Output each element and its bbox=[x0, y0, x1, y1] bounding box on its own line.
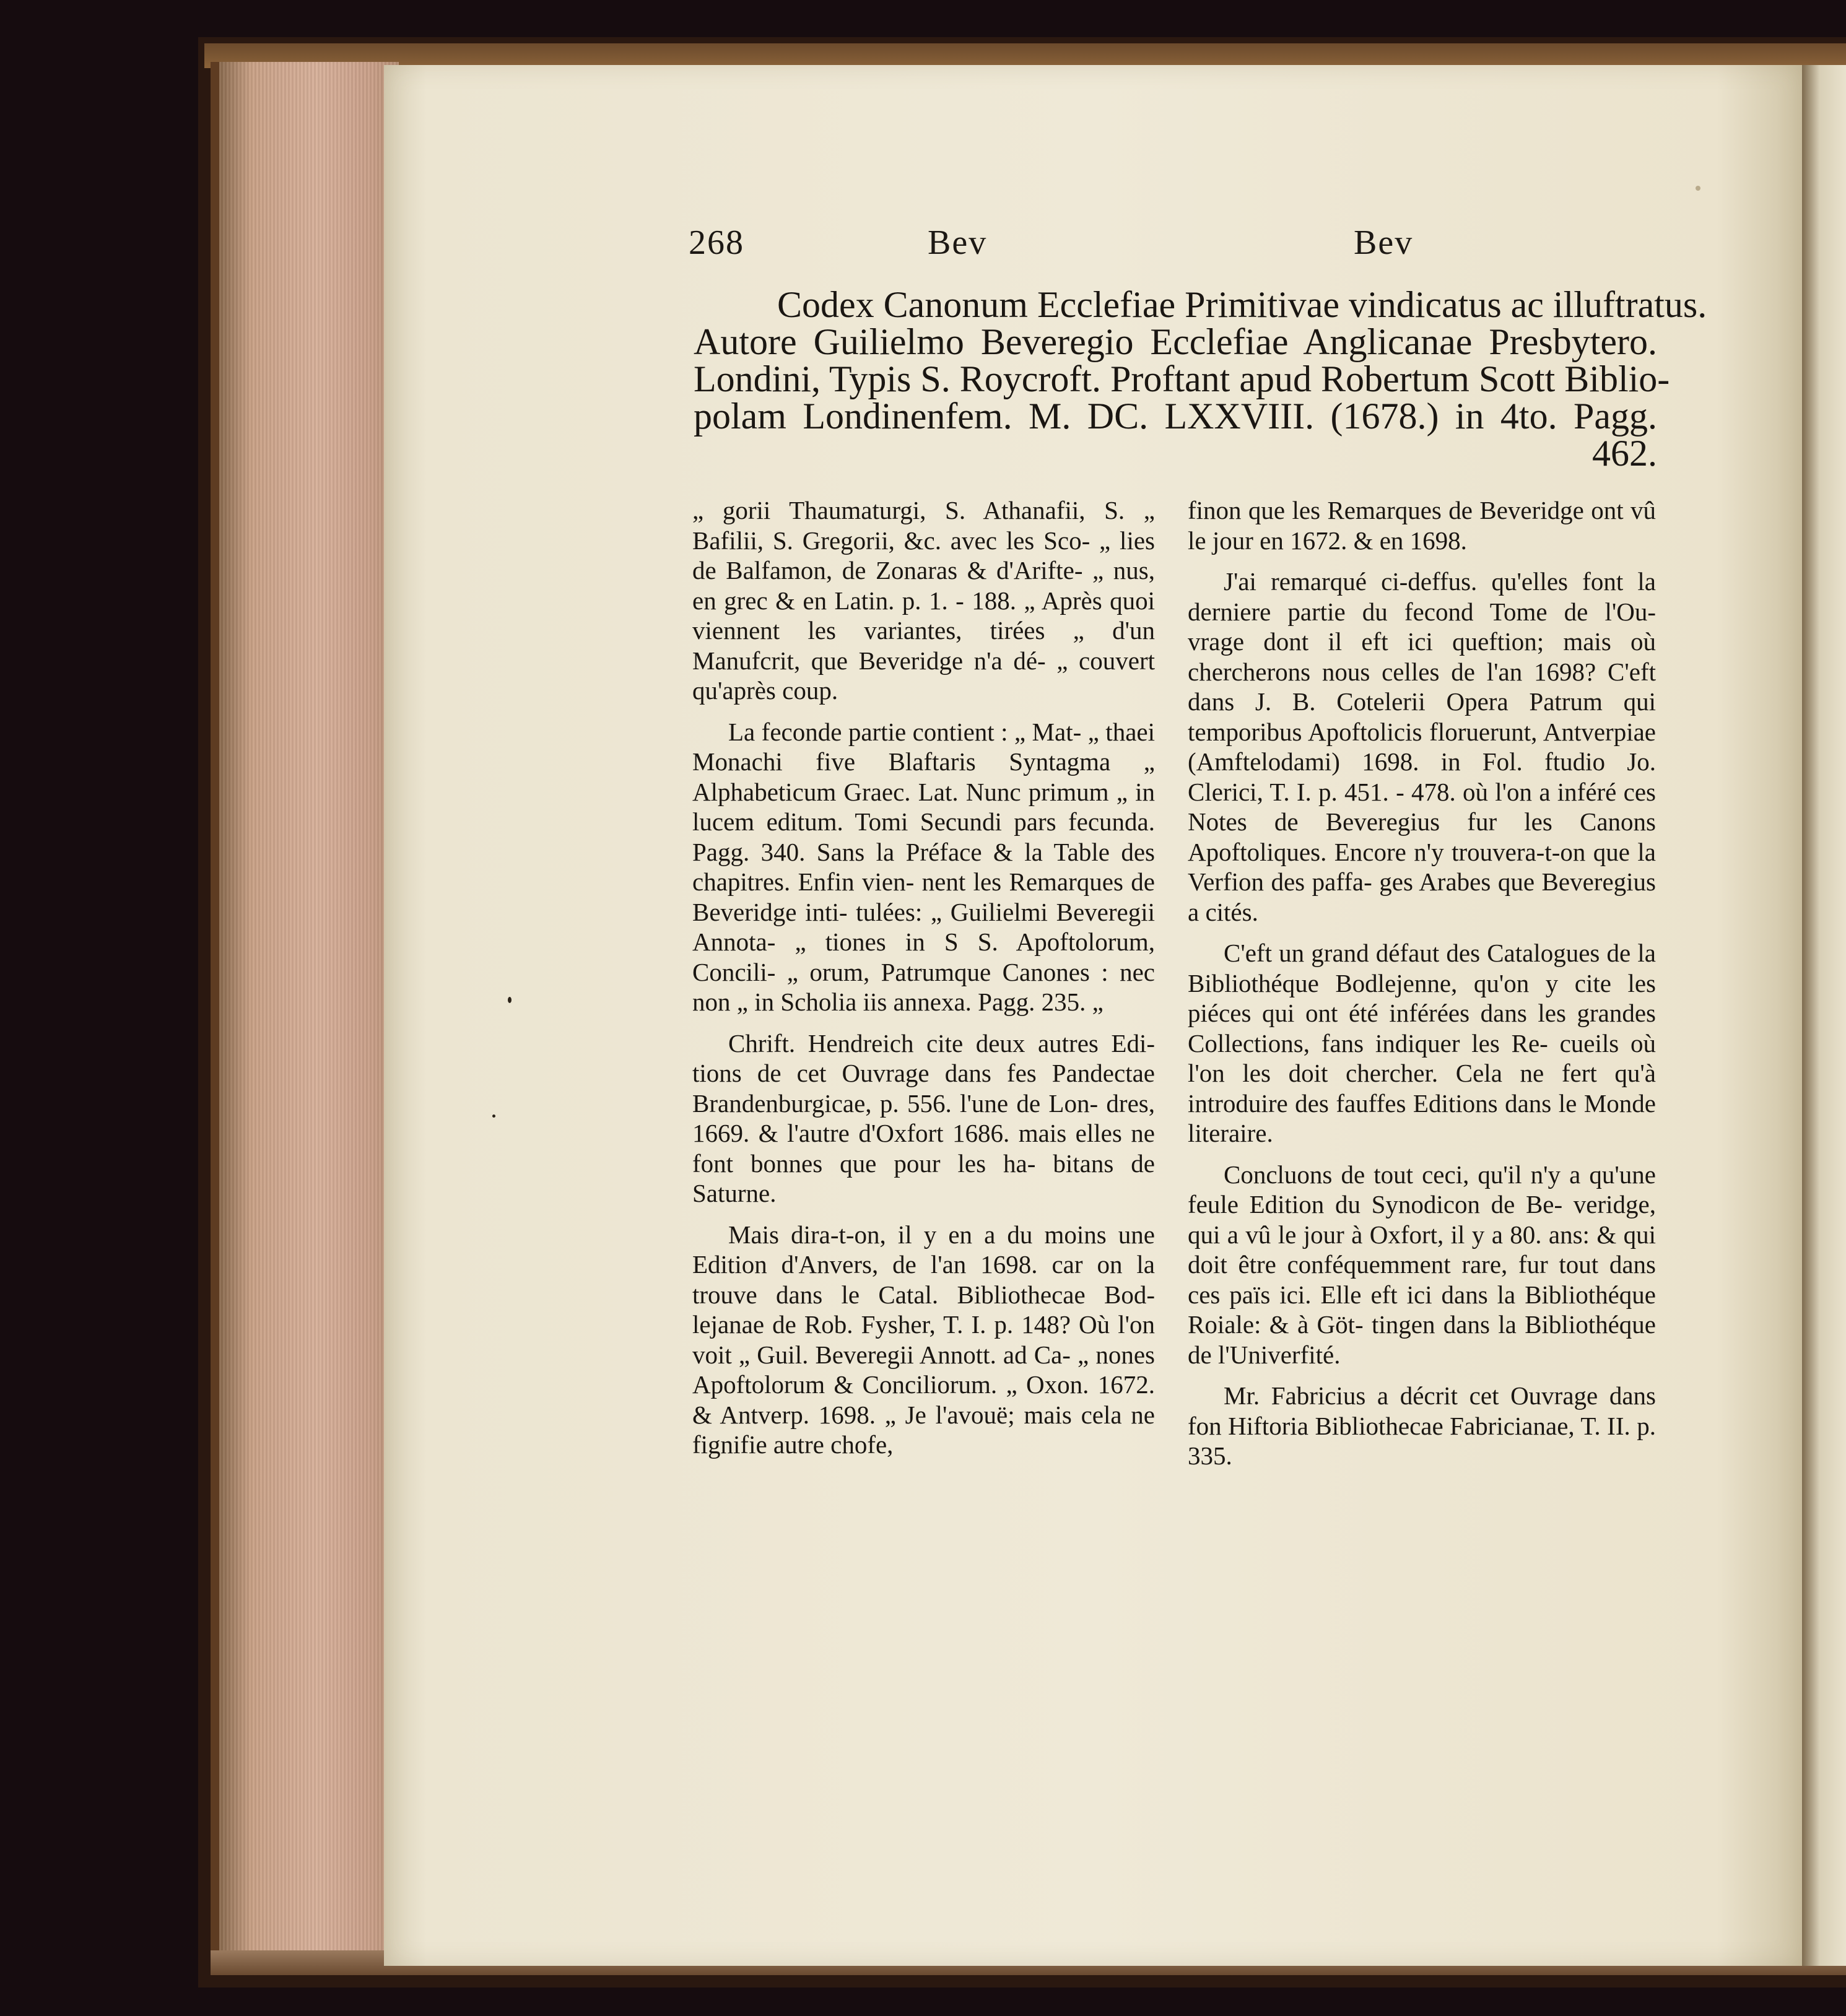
right-text-column bbox=[1188, 495, 1656, 1482]
paper-speck bbox=[508, 997, 512, 1003]
running-head-right: Bev bbox=[1354, 224, 1414, 262]
page-edges bbox=[211, 62, 399, 1969]
title-line: polam Londinenfem. M. DC. LXXVIII. (1678.) in 4to. Pagg. bbox=[694, 396, 1657, 437]
paragraph: J'ai remarqué ci-deffus. qu'elles font la derniere partie du fecond Tome de l'Ou- vrage dont il eft ici queftion; mais où chercherons nous celles de l'an 1698? C'eft dans J. B. Cotelerii Opera Patrum qui temporibus Apoftolicis floruerunt, Antverpiae (Amftelodami) 1698. in Fol. ftudio Jo. Clerici, T. I. p. 451. - 478. où l'on a inféré ces Notes de Beveregius fur les Canons Apoftoliques. Encore n'y trouvera-t-on que la Verfion des paffa- ges Arabes que Beveregius a cités. bbox=[1188, 567, 1656, 926]
book-title-entry bbox=[694, 284, 1707, 474]
title-line: 462. bbox=[1592, 433, 1657, 474]
title-line: Londini, Typis S. Roycroft. Proftant apud Robertum Scott Biblio- bbox=[694, 358, 1670, 399]
running-head-left: Bev bbox=[928, 224, 988, 262]
paper-speck bbox=[492, 1114, 495, 1118]
paragraph: Chrift. Hendreich cite deux autres Edi- tions de cet Ouvrage dans fes Pandectae Brandenburgicae, p. 556. l'une de Lon- dres, 1669. & l'autre d'Oxfort 1686. mais elles ne font bonnes que pour les ha- bitans de Saturne. bbox=[692, 1028, 1155, 1207]
paragraph: Concluons de tout ceci, qu'il n'y a qu'une feule Edition du Synodicon de Be- veridge, qui a vû le jour à Oxfort, il y a 80. ans: & qui doit être conféquemment rare, fur tout dans ces païs ici. Elle eft ici dans la Bibliothéque Roiale: & à Göt- tingen dans la Bibliothéque de l'Univerfité. bbox=[1188, 1160, 1656, 1369]
page-number: 268 bbox=[689, 224, 744, 262]
title-line: Codex Canonum Ecclefiae Primitivae vindicatus ac illuftratus. bbox=[777, 284, 1707, 325]
paragraph: finon que les Remarques de Beveridge ont vû le jour en 1672. & en 1698. bbox=[1188, 496, 1656, 555]
title-line: Autore Guilielmo Beveregio Ecclefiae Anglicanae Presbytero. bbox=[694, 321, 1657, 362]
paper-speck bbox=[1696, 186, 1700, 191]
book-cover-top bbox=[204, 43, 1846, 68]
facing-page-edge bbox=[1802, 65, 1846, 1966]
left-text-column bbox=[692, 495, 1155, 1471]
paragraph: La feconde partie contient : „ Mat- „ thaei Monachi five Blaftaris Syntagma „ Alphabeticum Graec. Lat. Nunc primum „ in lucem editum. Tomi Secundi pars fecunda. Pagg. 340. Sans la Préface & la Table des chapitres. Enfin vien- nent les Remarques de Beveridge inti- tulées: „ Guilielmi Beveregii Annota- „ tiones in S S. Apoftolorum, Concili- „ orum, Patrumque Canones : nec non „ in Scholia iis annexa. Pagg. 235. „ bbox=[692, 717, 1155, 1016]
paragraph: Mr. Fabricius a décrit cet Ouvrage dans fon Hiftoria Bibliothecae Fabricianae, T. II. p. 335. bbox=[1188, 1381, 1656, 1470]
paragraph: C'eft un grand défaut des Catalogues de la Bibliothéque Bodlejenne, qu'on y cite les piéces qui ont été inférées dans les grandes Collections, fans indiquer les Re- cueils où l'on les doit chercher. Cela ne fert qu'à introduire des fauffes Editions dans le Monde literaire. bbox=[1188, 939, 1656, 1147]
paragraph: Mais dira-t-on, il y en a du moins une Edition d'Anvers, de l'an 1698. car on la trouve dans le Catal. Bibliothecae Bod- lejanae de Rob. Fysher, T. I. p. 148? Où l'on voit „ Guil. Beveregii Annott. ad Ca- „ nones Apoftolorum & Conciliorum. „ Oxon. 1672. & Antverp. 1698. „ Je l'avouë; mais cela ne fignifie autre chofe, bbox=[692, 1220, 1155, 1459]
paragraph: „ gorii Thaumaturgi, S. Athanafii, S. „ Bafilii, S. Gregorii, &c. avec les Sco- „ lies de Balfamon, de Zonaras & d'Arifte- „ nus, en grec & en Latin. p. 1. - 188. „ Après quoi viennent les variantes, tirées „ d'un Manufcrit, que Beveridge n'a dé- „ couvert qu'après coup. bbox=[692, 496, 1155, 705]
